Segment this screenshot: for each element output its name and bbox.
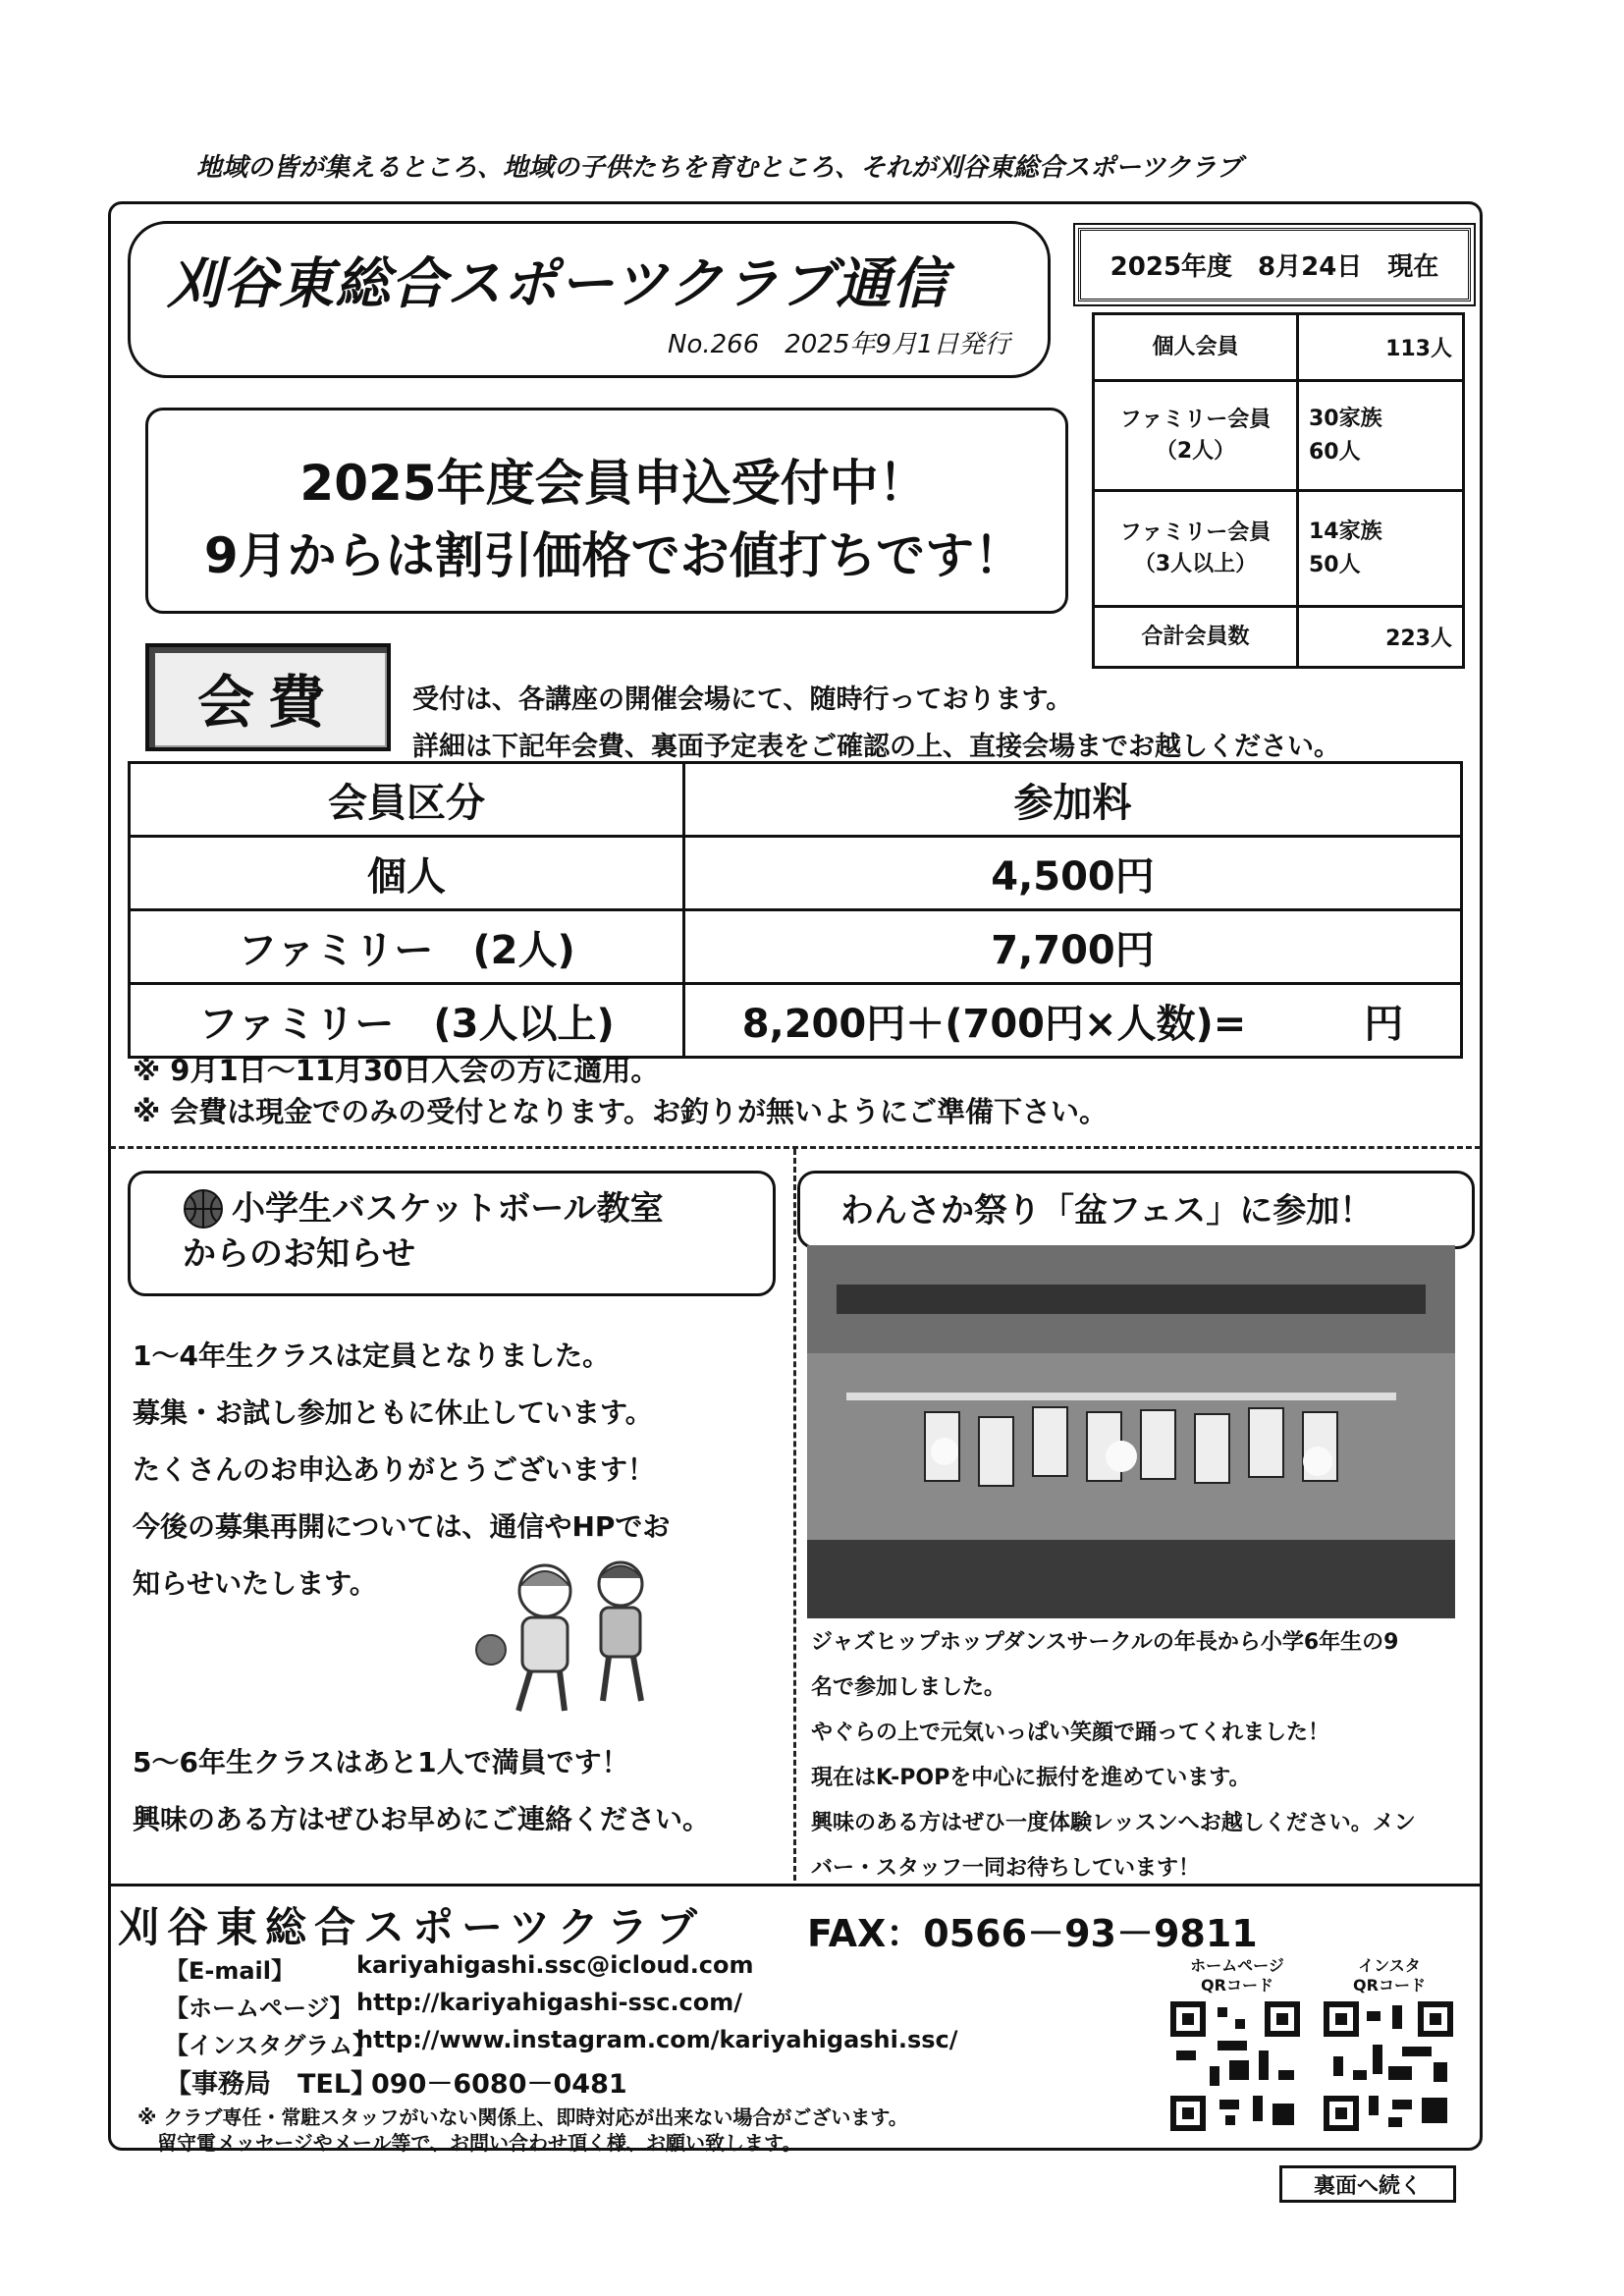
table-row (130, 984, 1462, 1058)
text-line: 知らせいたします。 (133, 1567, 377, 1600)
festival-caption (811, 1620, 1416, 1891)
banner-text (167, 447, 1060, 592)
fee-notice-1: 受付は、各講座の開催会場にて、随時行っております。 (412, 684, 1073, 715)
banner-line-1: 2025年度会員申込受付中！ (299, 455, 928, 512)
fee-label: 会費 (145, 643, 391, 751)
member-label: 合計会員数 (1094, 607, 1298, 668)
qr-insta-label: インスタ QRコード (1353, 1956, 1426, 1995)
fee-notice-2: 詳細は下記年会費、裏面予定表をご確認の上、直接会場までお越しください。 (412, 732, 1340, 762)
header-fee: 参加料 (684, 763, 1462, 837)
qr-insta-code[interactable] (1324, 2001, 1453, 2131)
member-type: ファミリー (3人以上) (130, 984, 684, 1058)
footer-divider (110, 1884, 1481, 1886)
table-row (1094, 381, 1464, 491)
member-label (1094, 491, 1298, 607)
fee-value: 8,200円＋(700円×人数)= 円 (684, 984, 1462, 1058)
membership-table (1092, 312, 1465, 669)
fee-value: 4,500円 (684, 837, 1462, 910)
text-line: 興味のある方はぜひお早めにご連絡ください。 (133, 1803, 711, 1835)
member-value-text: 14家族 50人 (1309, 519, 1382, 577)
basketball-text-2 (133, 1734, 710, 1848)
fee-note-1: ※ 9月1日～11月30日入会の方に適用。 (133, 1054, 660, 1087)
contact-instagram (165, 2026, 958, 2060)
membership-as-of: 2025年度 8月24日 現在 (1078, 228, 1471, 301)
basketball-icon (183, 1188, 224, 1230)
text-line: たくさんのお申込ありがとうございます！ (133, 1453, 656, 1486)
member-label-text: ファミリー会員 （2人） (1119, 407, 1272, 464)
fee-note-2: ※ 会費は現金でのみの受付となります。お釣りが無いようにご準備下さい。 (133, 1095, 1108, 1128)
issue-number: No.266 2025年9月1日発行 (668, 330, 1010, 359)
table-row (1094, 314, 1464, 381)
table-row (1094, 491, 1464, 607)
fee-table (128, 761, 1463, 1059)
footnote-1: ※ クラブ専任・常駐スタッフがいない関係上、即時対応が出来ない場合がございます。 (137, 2105, 908, 2129)
basketball-heading-2: からのお知らせ (183, 1234, 415, 1274)
table-header-row (130, 763, 1462, 837)
member-value (1298, 381, 1464, 491)
caption-line: 名で参加しました。 (811, 1675, 1006, 1700)
text-line: 5～6年生クラスはあと1人で満員です！ (133, 1746, 629, 1778)
fee-value: 7,700円 (684, 910, 1462, 984)
member-value-text: 30家族 60人 (1309, 406, 1382, 465)
club-name: 刈谷東総合スポーツクラブ (118, 1903, 705, 1951)
fax-number: FAX：0566－93－9811 (807, 1912, 1258, 1955)
email-link[interactable]: kariyahigashi.ssc@icloud.com (356, 1951, 754, 1979)
table-row (1094, 607, 1464, 668)
festival-photo (807, 1245, 1455, 1618)
text-line: 1～4年生クラスは定員となりました。 (133, 1339, 611, 1372)
festival-heading: わんさか祭り「盆フェス」に参加！ (840, 1191, 1374, 1230)
caption-line: バー・スタッフ一同お待ちしています！ (811, 1856, 1201, 1881)
text-line: 募集・お試し参加ともに休止しています。 (133, 1396, 653, 1429)
header-member-type: 会員区分 (130, 763, 684, 837)
homepage-link[interactable]: http://kariyahigashi-ssc.com/ (356, 1989, 743, 2016)
contact-tel (165, 2062, 627, 2101)
member-type: ファミリー (2人) (130, 910, 684, 984)
contact-email (165, 1951, 754, 1986)
member-label (1094, 381, 1298, 491)
member-label-text: ファミリー会員 （3人以上） (1119, 519, 1272, 576)
contact-label: 【事務局 TEL】 (165, 2069, 378, 2100)
kids-basketball-illustration (461, 1557, 658, 1723)
member-value (1298, 491, 1464, 607)
tel-number: 090－6080－0481 (371, 2069, 627, 2100)
footnote-2: 留守電メッセージやメール等で、お問い合わせ頂く様、お願い致します。 (137, 2131, 802, 2155)
caption-line: ジャズヒップホップダンスサークルの年長から小学6年生の9 (811, 1630, 1399, 1655)
basketball-heading-1: 小学生バスケットボール教室 (232, 1189, 664, 1229)
tagline: 地域の皆が集えるところ、地域の子供たちを育むところ、それが刈谷東総合スポーツクラブ (196, 153, 1242, 183)
contact-label: 【ホームページ】 (165, 1995, 353, 2022)
table-row (130, 910, 1462, 984)
contact-label: 【インスタグラム】 (165, 2032, 377, 2059)
caption-line: 興味のある方はぜひ一度体験レッスンへお越しください。メン (811, 1811, 1416, 1835)
contact-label: 【E-mail】 (165, 1957, 296, 1985)
member-label: 個人会員 (1094, 314, 1298, 381)
table-row (130, 837, 1462, 910)
member-value: 113人 (1298, 314, 1464, 381)
member-type: 個人 (130, 837, 684, 910)
page-title: 刈谷東総合スポーツクラブ通信 (167, 252, 948, 316)
qr-home-label: ホームページ QRコード (1190, 1956, 1284, 1995)
text-line: 今後の募集再開については、通信やHPでお (133, 1510, 671, 1543)
instagram-link[interactable]: http://www.instagram.com/kariyahigashi.ssc/ (356, 2026, 958, 2053)
caption-line: やぐらの上で元気いっぱい笑顔で踊ってくれました！ (811, 1721, 1330, 1745)
qr-home-code[interactable] (1170, 2001, 1300, 2131)
caption-line: 現在はK-POPを中心に振付を進めています。 (811, 1766, 1251, 1790)
banner-line-2: 9月からは割引価格でお値打ちです！ (203, 527, 1024, 584)
column-divider (793, 1149, 796, 1881)
contact-homepage (165, 1989, 743, 2023)
member-value: 223人 (1298, 607, 1464, 668)
continue-label: 裏面へ続く (1279, 2165, 1456, 2203)
